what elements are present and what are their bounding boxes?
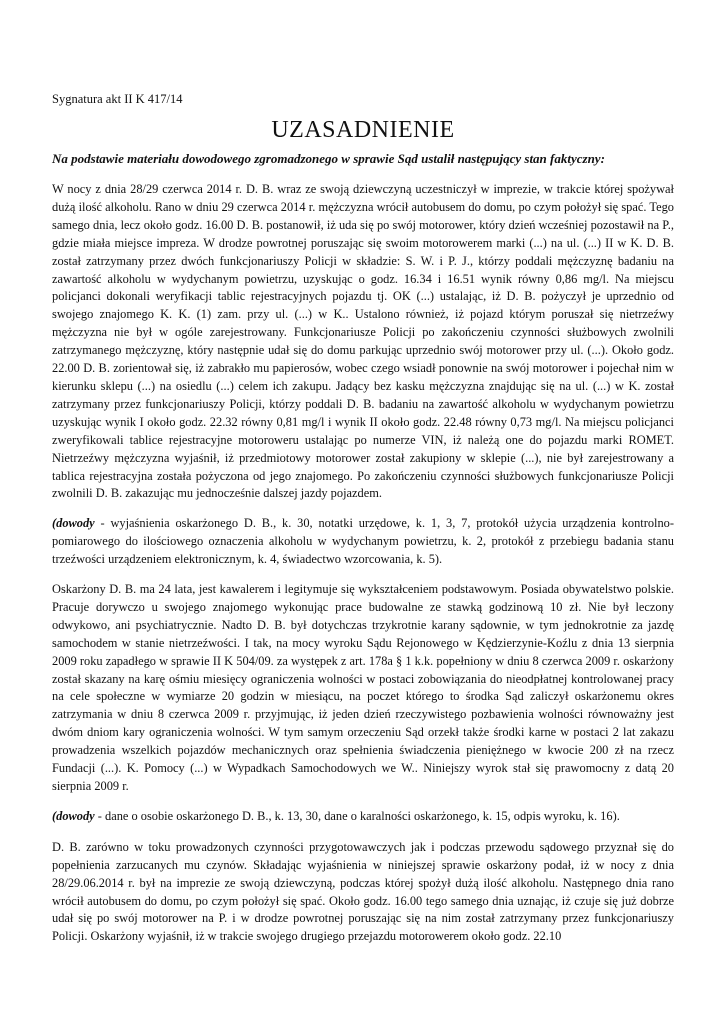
defendant-profile-text: Oskarżony D. B. ma 24 lata, jest kawalerem i legitymuje się wykształceniem podstawowym. Posiada obywatelstwo polskie. Pracuje dorywczo u swojego znajomego wykonując prace budowalne ze stawką godzinową 10 zł. Nie był leczony odwykowo, ani psychiatrycznie. Nadto D. B. był dotychczas trzykrotnie karany sądownie, w tym jednokrotnie za jazdę samochodem w stanie nietrzeźwości. I tak, na mocy wyroku Sądu Rejonowego w Kędzierzynie-Koźlu z dnia 13 sierpnia 2009 roku zapadłego w sprawie II K 504/09. za występek z art. 178a § 1 k.k. popełniony w dniu 8 czerwca 2009 r. oskarżony został skazany na karę ośmiu miesięcy ograniczenia wolności w postaci zobowiązania do nieodpłatnej kontrolowanej pracy na cele społeczne w wymiarze 20 godzin w miesiącu, na poczet którego to środka Sąd zaliczył oskarżonemu okres zatrzymania w dniu 8 czerwca 2009 r. przyjmując, iż jeden dzień rzeczywistego pozbawienia wolności równoważny jest dwóm dniom kary ograniczenia wolności. W tym samym orzeczeniu Sąd orzekł także środki karne w postaci 2 lat zakazu prowadzenia wszelkich pojazdów mechanicznych oraz spełnienia świadczenia pieniężnego w kwocie 200 zł na rzecz Fundacji (...). K. Pomocy (...) w Wypadkach Samochodowych we W.. Niniejszy wyrok stał się prawomocny z datą 20 sierpnia 2009 r. xyxy=(52,582,674,793)
document-page xyxy=(52,92,674,958)
evidence-label: (dowody xyxy=(52,808,95,823)
facts-paragraph-text: W nocy z dnia 28/29 czerwca 2014 r. D. B. wraz ze swoją dziewczyną uczestniczył w imprezie, w trakcie której spożywał dużą ilość alkoholu. Rano w dniu 29 czerwca 2014 r. mężczyzna wrócił autobusem do domu, po czym położył się spać. Tego samego dnia, lecz około godz. 16.00 D. B. postanowił, iż uda się po swój motorower, który dzień wcześniej pozostawił na P., gdzie miała miejsce impreza. W drodze powrotnej poruszając się swoim motorowerem marki (...) na ul. (...) II w K. D. B. został zatrzymany przez dwóch funkcjonariuszy Policji w składzie: S. W. i P. J., którzy poddali mężczyznę badaniu na zawartość alkoholu w wydychanym powietrzu, uzyskując o godz. 16.34 i 16.51 wynik równy 0,86 mg/l. Na miejscu policjanci dokonali weryfikacji tablic rejestracyjnych pojazdu tj. OK (...) ustalając, iż D. B. pożyczył je uprzednio od swojego znajomego K. K. (1) zam. przy ul. (...) w K.. Ustalono również, iż pojazd którym poruszał się nietrzeźwy mężczyzna nie był w ogóle zarejestrowany. Funkcjonariusze Policji po zakończeniu czynności służbowych zwolnili zatrzymanego mężczyznę, który następnie udał się do domu parkując uprzednio swój motorower przy ul. (...). Około godz. 22.00 D. B. zorientował się, iż zabrakło mu papierosów, wobec czego wsiadł ponownie na swój motorower i pojechał nim w kierunku sklepu (...) na osiedlu (...) celem ich zakupu. Jadący bez kasku mężczyzna znajdując się na ul. (...) w K. został zatrzymany przez funkcjonariuszy Policji, którzy poddali D. B. badaniu na zawartość alkoholu w wydychanym powietrzu uzyskując wynik I około godz. 22.32 równy 0,81 mg/l i wynik II około godz. 22.48 równy 0,73 mg/l. Na miejscu policjanci zweryfikowali tablice rejestracyjne motoroweru ustalając po numerze VIN, iż należą one do pojazdu marki ROMET. Nietrzeźwy mężczyzna wyjaśnił, iż przedmiotowy motorower został zakupiony w sklepie (...), nie był zarejestrowany a tablica rejestracyjna została pożyczona od jego znajomego. Po zakończeniu czynności służbowych funkcjonariusze Policji zwolnili D. B. zakazując mu jednocześnie dalszej jazdy pojazdem. xyxy=(52,182,674,501)
evidence-paragraph-text: - dane o osobie oskarżonego D. B., k. 13, 30, dane o karalności oskarżonego, k. 15, odpis wyroku, k. 16). xyxy=(94,808,620,823)
explanations-paragraph xyxy=(52,839,674,946)
explanations-paragraph-text: D. B. zarówno w toku prowadzonych czynności przygotowawczych jak i podczas przewodu sądowego przyznał się do popełnienia zarzucanych mu czynów. Składając wyjaśnienia w niniejszej sprawie oskarżony podał, iż w nocy z dnia 28/29.06.2014 r. był na imprezie ze swoją dziewczyną, podczas której spożył dużą ilość alkoholu. Następnego dnia rano wrócił autobusem do domu, po czym położył się spać. Około godz. 16.00 tego samego dnia uznając, iż czuje się już dobrze udał się po swój motorower na P. i w drodze powrotnej poruszając się na nim został zatrzymany przez funkcjonariuszy Policji. Oskarżony wyjaśnił, iż w trakcie swojego drugiego przejazdu motorowerem około godz. 22.10 xyxy=(52,839,674,944)
facts-paragraph xyxy=(52,181,674,503)
document-subtitle: Na podstawie materiału dowodowego zgromadzonego w sprawie Sąd ustalił następujący stan faktyczny: xyxy=(52,151,605,166)
case-signature: Sygnatura akt II K 417/14 xyxy=(52,92,183,106)
evidence-paragraph-text: - wyjaśnienia oskarżonego D. B., k. 30, notatki urzędowe, k. 1, 3, 7, protokół użycia urządzenia kontrolno-pomiarowego do ilościowego oznaczenia alkoholu w wydychanym powietrzu, k. 2, protokół z przebiegu badania stanu trzeźwości urządzeniem elektronicznym, k. 4, świadectwo wzorcowania, k. 5). xyxy=(52,516,674,567)
evidence-paragraph xyxy=(52,515,674,569)
defendant-profile-paragraph xyxy=(52,581,674,796)
evidence-paragraph xyxy=(52,808,674,826)
document-title: UZASADNIENIE xyxy=(271,117,455,143)
evidence-label: (dowody xyxy=(52,516,95,531)
